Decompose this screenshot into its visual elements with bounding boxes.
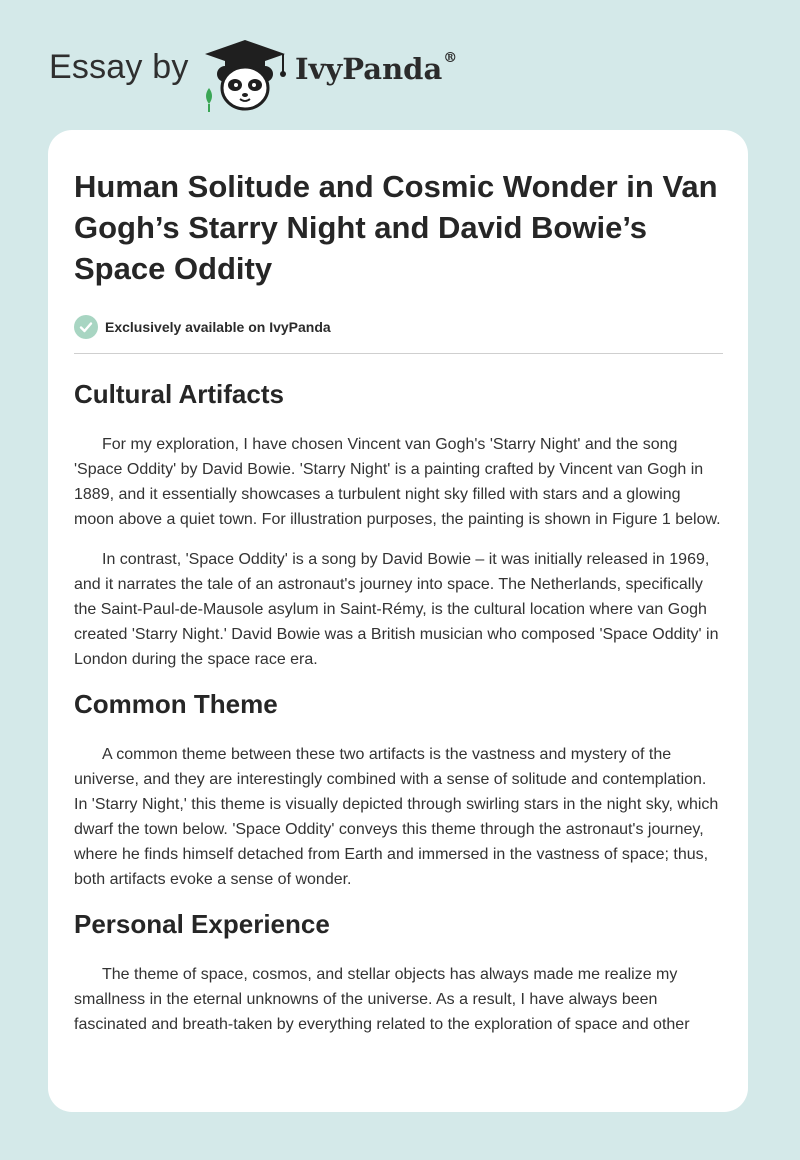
section-common-theme: [74, 688, 723, 892]
panda-graduate-logo-icon[interactable]: [199, 38, 291, 114]
brand-prefix: Essay by: [49, 48, 189, 86]
section-heading: Common Theme: [74, 689, 278, 719]
section-cultural-artifacts: [74, 378, 723, 672]
paragraph: The theme of space, cosmos, and stellar objects has always made me realize my smallness in the eternal unknowns of the universe. As a result, I have always been fascinated and breath-taken by everything related to the exploration of space and other: [74, 966, 690, 1033]
paragraph: In contrast, 'Space Oddity' is a song by David Bowie – it was initially released in 1969, and it narrates the tale of an astronaut's journey into space. The Netherlands, specifically the Saint-Paul-de-Mausole asylum in Saint-Rémy, is the cultural location where van Gogh created 'Starry Night.' David Bowie was a British musician who composed 'Space Oddity' in London during the space race era.: [74, 551, 719, 668]
section-heading: Personal Experience: [74, 909, 330, 939]
check-circle-icon: [74, 315, 98, 339]
exclusive-badge: [74, 315, 723, 339]
essay-title: Human Solitude and Cosmic Wonder in Van Gogh’s Starry Night and David Bowie’s Space Oddity: [74, 169, 718, 286]
paragraph: For my exploration, I have chosen Vincent van Gogh's 'Starry Night' and the song 'Space Oddity' by David Bowie. 'Starry Night' is a painting crafted by Vincent van Gogh in 1889, and it essentially showcases a turbulent night sky filled with stars and a glowing moon above a quiet town. For illustration purposes, the painting is shown in Figure 1 below.: [74, 436, 721, 528]
title-divider: [74, 353, 723, 354]
essay-content: [74, 166, 723, 1037]
section-personal-experience: [74, 908, 723, 1037]
paragraph: A common theme between these two artifacts is the vastness and mystery of the universe, and they are interestingly combined with a sense of solitude and contemplation. In 'Starry Night,' this theme is visually depicted through swirling stars in the night sky, which dwarf the town below. 'Space Oddity' conveys this theme through the astronaut's journey, where he finds himself detached from Earth and immersed in the vastness of space; thus, both artifacts evoke a sense of wonder.: [74, 746, 719, 888]
essay-card: [48, 130, 748, 1112]
section-heading: Cultural Artifacts: [74, 379, 284, 409]
brand-name[interactable]: IvyPanda®: [295, 50, 458, 86]
exclusive-label: Exclusively available on IvyPanda: [105, 319, 331, 335]
registered-mark: ®: [443, 50, 458, 66]
site-header: [49, 34, 469, 114]
